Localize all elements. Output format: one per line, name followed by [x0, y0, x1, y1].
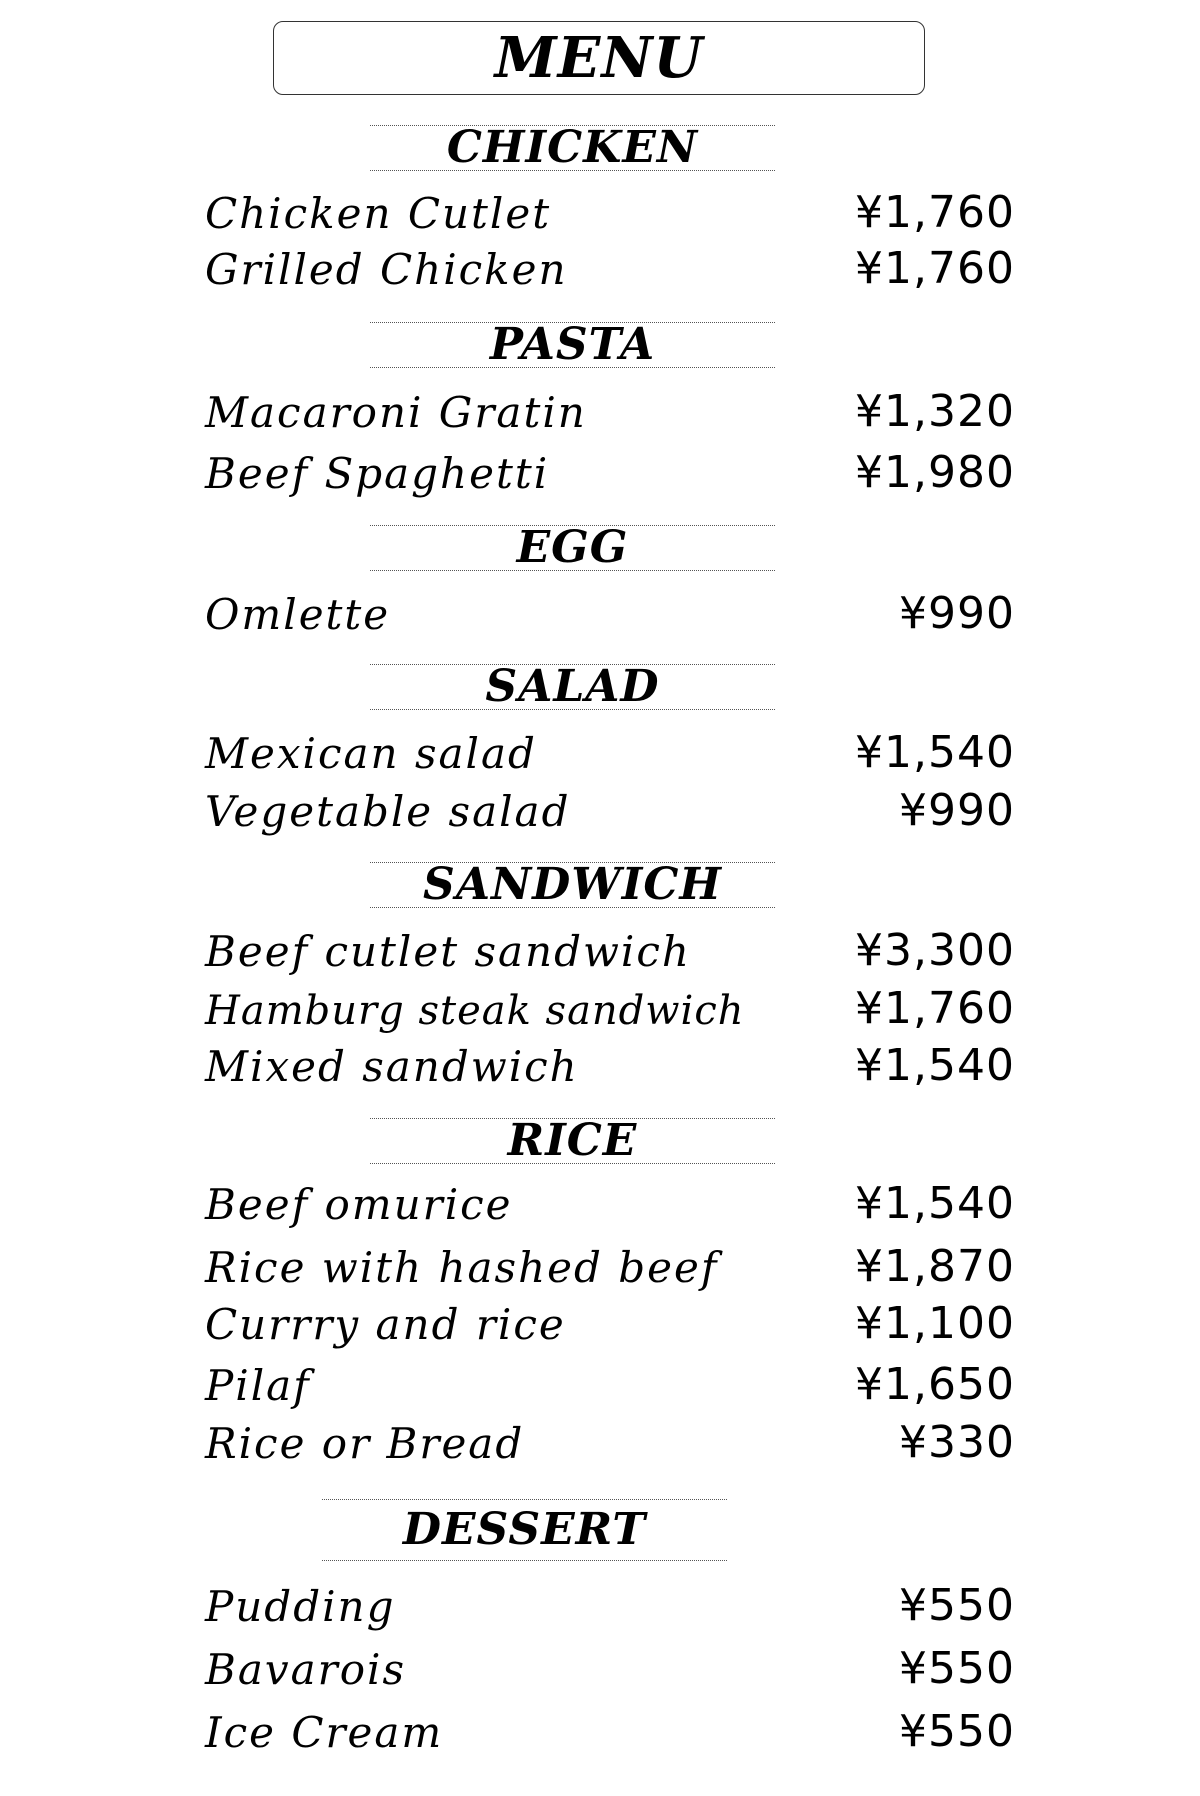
- item-price: ¥330: [899, 1417, 1015, 1468]
- item-name: Hamburg steak sandwich: [205, 988, 745, 1034]
- item-price: ¥1,100: [855, 1298, 1015, 1349]
- section-header-egg: EGG: [370, 525, 775, 571]
- item-price: ¥550: [899, 1580, 1015, 1631]
- menu-item: [205, 1417, 1015, 1469]
- menu-item: [205, 1359, 1015, 1411]
- item-name: Pilaf: [205, 1361, 311, 1410]
- menu-item: [205, 1178, 1015, 1230]
- item-price: ¥990: [899, 785, 1015, 836]
- section-header-chicken: CHICKEN: [370, 125, 775, 171]
- item-name: Vegetable salad: [205, 787, 571, 836]
- item-price: ¥1,540: [855, 1178, 1015, 1229]
- item-name: Mexican salad: [205, 729, 537, 778]
- item-name: Beef omurice: [205, 1180, 513, 1229]
- item-price: ¥1,320: [855, 386, 1015, 437]
- menu-item: [205, 727, 1015, 779]
- section-header-salad: SALAD: [370, 664, 775, 710]
- item-name: Omlette: [205, 590, 391, 639]
- menu-item: [205, 1580, 1015, 1632]
- item-price: ¥1,650: [855, 1359, 1015, 1410]
- item-name: Bavarois: [205, 1645, 407, 1694]
- section-header-rice: RICE: [370, 1118, 775, 1164]
- item-name: Rice with hashed beef: [205, 1243, 719, 1292]
- item-name: Ice Cream: [205, 1708, 444, 1757]
- menu-item: [205, 386, 1015, 438]
- item-name: Rice or Bread: [205, 1419, 525, 1468]
- item-price: ¥1,540: [855, 1040, 1015, 1091]
- item-price: ¥1,760: [855, 187, 1015, 238]
- menu-item: [205, 447, 1015, 499]
- item-price: ¥550: [899, 1706, 1015, 1757]
- item-name: Beef Spaghetti: [205, 449, 550, 498]
- item-price: ¥3,300: [855, 925, 1015, 976]
- item-price: ¥1,760: [855, 243, 1015, 294]
- item-name: Chicken Cutlet: [205, 189, 552, 238]
- section-header-sandwich: SANDWICH: [370, 862, 775, 908]
- item-price: ¥1,760: [855, 983, 1015, 1034]
- menu-item: [205, 785, 1015, 837]
- section-header-pasta: PASTA: [370, 322, 775, 368]
- menu-item: [205, 1643, 1015, 1695]
- item-price: ¥550: [899, 1643, 1015, 1694]
- item-name: Grilled Chicken: [205, 245, 568, 294]
- menu-item: [205, 187, 1015, 239]
- menu-item: [205, 1040, 1015, 1092]
- item-name: Mixed sandwich: [205, 1042, 579, 1091]
- section-header-dessert: DESSERT: [322, 1499, 727, 1561]
- page-title: MENU: [494, 25, 704, 91]
- menu-item: [205, 1298, 1015, 1350]
- item-name: Beef cutlet sandwich: [205, 927, 691, 976]
- menu-item: [205, 588, 1015, 640]
- item-price: ¥1,980: [855, 447, 1015, 498]
- item-price: ¥1,870: [855, 1241, 1015, 1292]
- item-price: ¥990: [899, 588, 1015, 639]
- item-name: Macaroni Gratin: [205, 388, 587, 437]
- menu-title-box: [273, 21, 925, 95]
- menu-item: [205, 925, 1015, 977]
- item-name: Currry and rice: [205, 1300, 566, 1349]
- menu-item: [205, 1706, 1015, 1758]
- item-name: Pudding: [205, 1582, 396, 1631]
- menu-item: [205, 243, 1015, 295]
- menu-item: [205, 1241, 1015, 1293]
- menu-item: [205, 983, 1015, 1035]
- item-price: ¥1,540: [855, 727, 1015, 778]
